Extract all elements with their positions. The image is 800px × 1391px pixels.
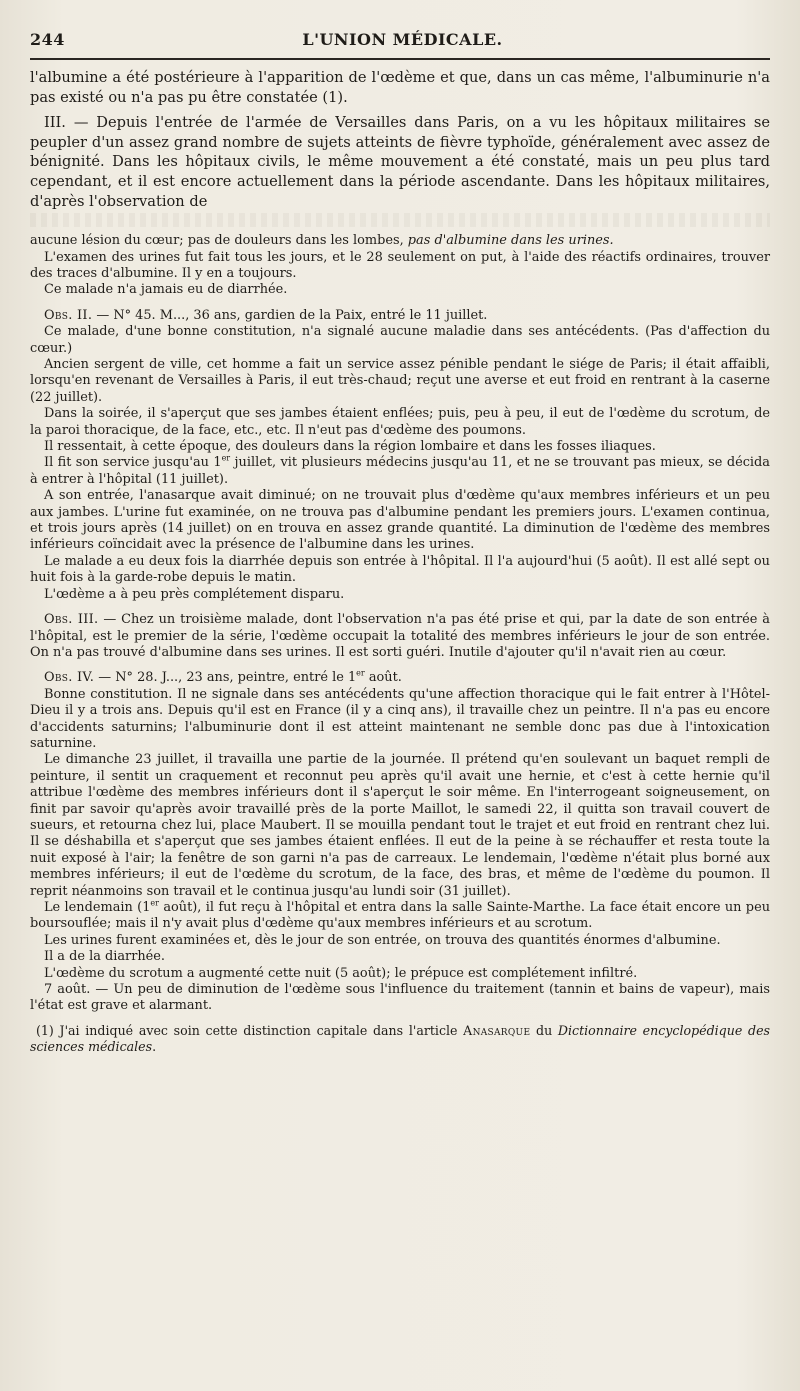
footnote [30, 1023, 770, 1055]
obs2-heading: Obs. II. — N° 45. M..., 36 ans, gardien de la Paix, entré le 11 juillet. [44, 307, 488, 323]
obs2-paragraph-8: L'œdème a à peu près complétement disparu. [44, 586, 345, 602]
obs2-paragraph-3: Dans la soirée, il s'aperçut que ses jambes étaient enflées; puis, peu à peu, il eut de l'œdème du scrotum, de la paroi thoracique, de la face, etc., etc. Il n'eut pas d'œdème des poumons. [30, 406, 770, 438]
obs2-paragraph-5: Il fit son service jusqu'au 1er juillet, vit plusieurs médecins jusqu'au 11, et ne se trouvant pas mieux, se décida à entrer à l'hôpital (11 juillet). [30, 454, 770, 487]
no-albumin-emphasis: pas d'albumine dans les urines. [407, 233, 614, 249]
intro-paragraph-2: III. — Depuis l'entrée de l'armée de Versailles dans Paris, on a vu les hôpitaux militaires se peupler d'un assez grand nombre de sujets atteints de fièvre typhoïde, généralement avec assez de bénignité. Dans les hôpitaux civils, le même mouvement a été constaté, mais un peu plus tard cependant, et il est encore actuellement dans la période ascendante. Dans les hôpitaux militaires, d'après l'observation de [30, 114, 770, 210]
page-number: 244 [30, 30, 65, 49]
obs1-paragraph-3: Ce malade n'a jamais eu de diarrhée. [44, 282, 288, 298]
obs4-label: Obs. IV. [44, 670, 95, 686]
intro-paragraph-1: l'albumine a été postérieure à l'apparition de l'œdème et que, dans un cas même, l'albuminurie n'a pas existé ou n'a pas pu être constatée (1). [30, 69, 770, 106]
running-title: L'UNION MÉDICALE. [302, 30, 503, 49]
dictionary-title: Dictionnaire encyclopédique des sciences médicales [30, 1022, 770, 1054]
obs4-paragraph-6: L'œdème du scrotum a augmenté cette nuit (5 août); le prépuce est complétement infiltré. [44, 965, 638, 981]
obs4-heading: Obs. IV. — N° 28. J..., 23 ans, peintre, entré le 1er août. [44, 669, 402, 686]
obs2-paragraph-6: A son entrée, l'anasarque avait diminué; on ne trouvait plus d'œdème qu'aux membres inférieurs et un peu aux jambes. L'urine fut examinée, on ne trouva pas d'albumine pendant les premiers jours. L'examen continua, et trois jours après (14 juillet) on en trouva en assez grande quantité. La diminution de l'œdème des membres inférieurs coïncidait avec la présence de l'albumine dans les urines. [30, 488, 770, 553]
obs4-paragraph-2: Le dimanche 23 juillet, il travailla une partie de la journée. Il prétend qu'en soulevant un baquet rempli de peinture, il sentit un craquement et reconnut peu après qu'il avait une hernie, et c'est à cette hernie qu'il attribue l'œdème des membres inférieurs dont il s'aperçut le soir même. En l'interrogeant soigneusement, on finit par savoir qu'après avoir travaillé près de la porte Maillot, le samedi 22, il quitta son travail couvert de sueurs, et retourna chez lui, place Maubert. Il se mouilla pendant tout le trajet et eut froid en rentrant chez lui. Il se déshabilla et s'aperçut que ses jambes étaient enflées. Il eut de la peine à se réchauffer et resta toute la nuit exposé à l'air; la fenêtre de son garni n'a pas de carreaux. Le lendemain, l'œdème n'était plus borné aux membres inférieurs; il eut de l'œdème du scrotum, de la face, des bras, et même de l'œdème du poumon. Il reprit néanmoins son travail et le continua jusqu'au lundi soir (31 juillet). [30, 752, 770, 899]
obs2-paragraph-7: Le malade a eu deux fois la diarrhée depuis son entrée à l'hôpital. Il l'a aujourd'hui (5 août). Il est allé sept ou huit fois à la garde-robe depuis le matin. [30, 553, 770, 586]
obs3-paragraph: Obs. III. — Chez un troisième malade, dont l'observation n'a pas été prise et qui, par la date de son entrée à l'hôpital, est le premier de la série, l'œdème occupait la totalité des membres inférieurs le jour de son entrée. On n'a pas trouvé d'albumine dans ses urines. Il est sorti guéri. Inutile d'ajouter qu'il n'avait rien au cœur. [30, 612, 770, 660]
page-gap [30, 213, 770, 227]
header-rule [30, 58, 770, 60]
page-header [30, 30, 770, 54]
obs4-paragraph-1: Bonne constitution. Il ne signale dans ses antécédents qu'une affection thoracique qui le fait entrer à l'Hôtel-Dieu il y a trois ans. Depuis qu'il est en France (il y a cinq ans), il travaille chez un peintre. Il n'a pas eu encore d'accidents saturnins; l'albuminurie dont il est atteint maintenant ne semble donc pas due à l'intoxication saturnine. [30, 686, 770, 751]
obs2-paragraph-4: Il ressentait, à cette époque, des douleurs dans la région lombaire et dans les fosses iliaques. [44, 439, 656, 455]
obs2-paragraph-1: Ce malade, d'une bonne constitution, n'a signalé aucune maladie dans ses antécédents. (Pas d'affection du cœur.) [30, 324, 770, 356]
obs1-end-paragraph: aucune lésion du cœur; pas de douleurs dans les lombes, pas d'albumine dans les urines. [30, 233, 614, 249]
obs2-label: Obs. II. [44, 307, 93, 323]
intro-section [30, 68, 770, 211]
obs2-paragraph-2: Ancien sergent de ville, cet homme a fait un service assez pénible pendant le siége de Paris; il était affaibli, lorsqu'en revenant de Versailles à Paris, il eut très-chaud; reçut une averse et eut froid en rentrant à la caserne (22 juillet). [30, 357, 770, 405]
anasarque-small-caps: Anasarque [463, 1022, 531, 1038]
obs1-paragraph-2: L'examen des urines fut fait tous les jours, et le 28 seulement on put, à l'aide des réactifs ordinaires, trouver des traces d'albumine. Il y en a toujours. [30, 249, 770, 281]
obs4-paragraph-5: Il a de la diarrhée. [44, 949, 166, 965]
observations-section [30, 233, 770, 1015]
footnote-text: (1) J'ai indiqué avec soin cette distinction capitale dans l'article Anasarque du Dictionnaire encyclopédique des sciences médicales. [30, 1022, 770, 1054]
obs4-paragraph-7: 7 août. — Un peu de diminution de l'œdème sous l'influence du traitement (tannin et bains de vapeur), mais l'état est grave et alarmant. [30, 982, 770, 1014]
obs3-label: Obs. III. [44, 612, 99, 628]
obs4-paragraph-4: Les urines furent examinées et, dès le jour de son entrée, on trouva des quantités énormes d'albumine. [44, 932, 721, 948]
obs4-paragraph-3: Le lendemain (1er août), il fut reçu à l'hôpital et entra dans la salle Sainte-Marthe. La face était encore un peu boursouflée; mais il n'y avait plus d'œdème qu'aux membres inférieurs et au scrotum. [30, 898, 770, 932]
